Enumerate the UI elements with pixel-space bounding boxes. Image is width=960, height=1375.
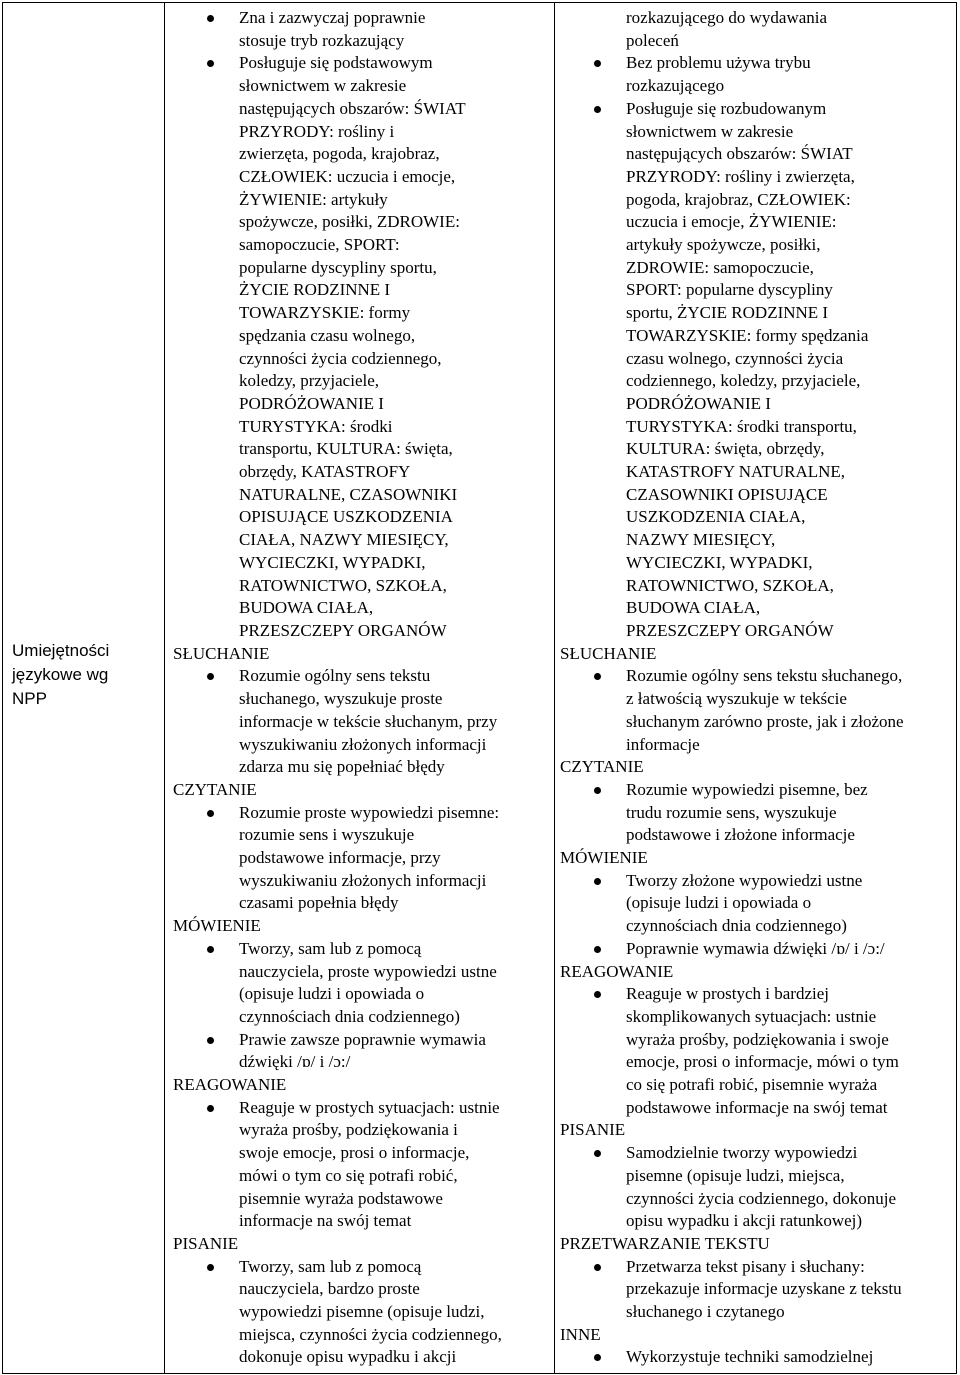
text-line: wyraża prośby, podziękowania i [239, 1120, 458, 1140]
text-line: słownictwem w zakresie [626, 121, 794, 141]
text-line: Zna i zazwyczaj poprawnie [239, 8, 426, 27]
text-line: przekazuje informacje uzyskane z tekstu [626, 1279, 902, 1299]
text-line: transportu, KULTURA: święta, [239, 439, 453, 459]
text-line: ZDROWIE: samopoczucie, [626, 257, 814, 277]
text-line: RATOWNICTWO, SZKOŁA, [239, 575, 447, 595]
bullet-list [173, 7, 553, 643]
text-line: nauczyciela, bardzo proste [239, 1279, 420, 1299]
bullet-list [173, 1097, 553, 1233]
bullet-item [173, 52, 553, 642]
text-line: PODRÓŻOWANIE I [626, 393, 771, 413]
text-line: Rozumie proste wypowiedzi pisemne: [239, 802, 500, 822]
bullet-list [560, 1256, 954, 1324]
row-label-line: Umiejętności [12, 641, 110, 660]
text-line: rozkazującego [626, 76, 725, 96]
text-line: (opisuje ludzi i opowiada o [626, 893, 812, 913]
section-heading: INNE [560, 1324, 601, 1344]
text-line: popularne dyscypliny sportu, [239, 257, 437, 277]
text-line: PODRÓŻOWANIE I [239, 393, 384, 413]
text-line: obrzędy, KATASTROFY [239, 462, 411, 482]
text-line: czasu wolnego, czynności życia [626, 348, 844, 368]
text-line: Wykorzystuje techniki samodzielnej [626, 1347, 874, 1367]
section-heading: REAGOWANIE [173, 1075, 287, 1095]
continued-text [560, 7, 954, 52]
text-line: spożywcze, posiłki, ZDROWIE: [239, 212, 460, 232]
text-line: wypowiedzi pisemne (opisuje ludzi, [239, 1302, 485, 1322]
bullet-item [560, 938, 954, 961]
section-heading: MÓWIENIE [173, 916, 261, 936]
bullet-item [560, 779, 954, 847]
text-line: Tworzy złożone wypowiedzi ustne [626, 870, 863, 890]
bullet-item [560, 1142, 954, 1233]
text-line: wyraża prośby, podziękowania i swoje [626, 1029, 889, 1049]
text-line: swoje emocje, prosi o informacje, [239, 1143, 470, 1163]
bullet-item [173, 802, 553, 916]
text-line: ŻYWIENIE: artykuły [239, 189, 388, 209]
bullet-list [560, 665, 954, 756]
text-line: RATOWNICTWO, SZKOŁA, [626, 575, 834, 595]
text-line: BUDOWA CIAŁA, [626, 598, 761, 618]
text-line: co się potrafi robić, pisemnie wyraża [626, 1075, 878, 1095]
text-line: czasami popełnia błędy [239, 893, 399, 913]
text-line: ŻYCIE RODZINNE I [239, 280, 391, 300]
bullet-item [560, 665, 954, 756]
text-line: samopoczucie, SPORT: [239, 235, 400, 255]
text-line: pisemnie wyraża podstawowe [239, 1188, 443, 1208]
bullet-item [173, 1097, 553, 1233]
section-heading: PISANIE [173, 1233, 239, 1253]
text-line: z łatwością wyszukuje w tekście [626, 689, 847, 709]
text-line: czynnościach dnia codziennego) [626, 916, 847, 936]
text-line: podstawowe informacje, przy [239, 848, 441, 868]
text-line: CZASOWNIKI OPISUJĄCE [626, 484, 828, 504]
text-line: wyszukiwaniu złożonych informacji [239, 870, 487, 890]
text-line: pogoda, krajobraz, CZŁOWIEK: [626, 189, 851, 209]
bullet-item [173, 938, 553, 1029]
text-line: sportu, ŻYCIE RODZINNE I [626, 303, 829, 323]
text-line: Rozumie wypowiedzi pisemne, bez [626, 779, 868, 799]
text-line: podstawowe informacje na swój temat [626, 1097, 888, 1117]
text-line: Posługuje się rozbudowanym [626, 98, 827, 118]
text-line: informacje [626, 734, 700, 754]
bullet-item [560, 983, 954, 1119]
text-line: Posługuje się podstawowym [239, 53, 433, 73]
grade-column-middle [173, 7, 553, 1369]
text-line: czynnościach dnia codziennego) [239, 1006, 460, 1026]
text-line: słuchanego i czytanego [626, 1302, 785, 1322]
text-line: informacje na swój temat [239, 1211, 412, 1231]
section-heading: SŁUCHANIE [173, 643, 270, 663]
text-line: wyszukiwaniu złożonych informacji [239, 734, 487, 754]
text-line: mówi o tym co się potrafi robić, [239, 1165, 458, 1185]
text-line: stosuje tryb rozkazujący [239, 30, 405, 50]
text-line: SPORT: popularne dyscypliny [626, 280, 833, 300]
text-line: podstawowe i złożone informacje [626, 825, 855, 845]
bullet-item [560, 98, 954, 643]
text-line: Rozumie ogólny sens tekstu słuchanego, [626, 666, 903, 686]
text-line: PRZYRODY: rośliny i [239, 121, 395, 141]
bullet-item [173, 1256, 553, 1370]
text-line: nauczyciela, proste wypowiedzi ustne [239, 961, 497, 981]
text-line: emocje, prosi o informacje, mówi o tym [626, 1052, 899, 1072]
text-line: skomplikowanych sytuacjach: ustnie [626, 1006, 877, 1026]
text-line: codziennego, koledzy, przyjaciele, [626, 371, 861, 391]
text-line: słuchanym zarówno proste, jak i złożone [626, 711, 904, 731]
text-line: miejsca, czynności życia codziennego, [239, 1324, 502, 1344]
text-line: NATURALNE, CZASOWNIKI [239, 484, 458, 504]
text-line: TURYSTYKA: środki [239, 416, 393, 436]
text-line: uczucia i emocje, ŻYWIENIE: [626, 212, 837, 232]
text-line: czynności życia codziennego, [239, 348, 442, 368]
text-line: TOWARZYSKIE: formy spędzania [626, 325, 869, 345]
bullet-item [560, 1256, 954, 1324]
text-line: artykuły spożywcze, posiłki, [626, 235, 821, 255]
text-line: KATASTROFY NATURALNE, [626, 462, 846, 482]
bullet-list [173, 665, 553, 779]
text-line: czynności życia codziennego, dokonuje [626, 1188, 897, 1208]
bullet-list [560, 1142, 954, 1233]
text-line: TOWARZYSKIE: formy [239, 303, 411, 323]
text-line: spędzania czasu wolnego, [239, 325, 416, 345]
text-line: rozumie sens i wyszukuje [239, 825, 415, 845]
text-line: Tworzy, sam lub z pomocą [239, 938, 422, 958]
text-line: NAZWY MIESIĘCY, [626, 530, 776, 550]
row-label [3, 639, 164, 711]
section-heading: PRZETWARZANIE TEKSTU [560, 1233, 770, 1253]
text-line: koledzy, przyjaciele, [239, 371, 380, 391]
competency-table [2, 2, 957, 1374]
text-line: zdarza mu się popełniać błędy [239, 757, 445, 777]
section-heading: PISANIE [560, 1120, 626, 1140]
text-line: Prawie zawsze poprawnie wymawia [239, 1029, 486, 1049]
text-line: zwierzęta, pogoda, krajobraz, [239, 144, 440, 164]
text-line: CIAŁA, NAZWY MIESIĘCY, [239, 530, 449, 550]
text-line: CZŁOWIEK: uczucia i emocje, [239, 166, 456, 186]
text-line: Samodzielnie tworzy wypowiedzi [626, 1143, 858, 1163]
bullet-list [173, 1256, 553, 1370]
text-line: PRZESZCZEPY ORGANÓW [239, 620, 447, 640]
text-line: dźwięki /ɒ/ i /ɔ:/ [239, 1052, 351, 1072]
text-line: następujących obszarów: ŚWIAT [626, 144, 853, 164]
text-line: informacje w tekście słuchanym, przy [239, 711, 498, 731]
text-line: słownictwem w zakresie [239, 76, 407, 96]
text-line: OPISUJĄCE USZKODZENIA [239, 507, 453, 527]
text-line: słuchanego, wyszukuje proste [239, 689, 443, 709]
bullet-item [173, 1029, 553, 1074]
text-line: opisu wypadku i akcji ratunkowej) [626, 1211, 863, 1231]
row-label-line: językowe wg [12, 665, 109, 684]
bullet-list [560, 983, 954, 1119]
text-line: KULTURA: święta, obrzędy, [626, 439, 825, 459]
bullet-list [560, 870, 954, 961]
bullet-list [560, 1346, 954, 1369]
bullet-item [173, 7, 553, 52]
text-line: PRZESZCZEPY ORGANÓW [626, 620, 834, 640]
bullet-item [560, 52, 954, 97]
bullet-list [560, 52, 954, 642]
text-line: USZKODZENIA CIAŁA, [626, 507, 806, 527]
text-line: następujących obszarów: ŚWIAT [239, 98, 466, 118]
column-divider [164, 3, 165, 1373]
text-line: WYCIECZKI, WYPADKI, [239, 552, 426, 572]
section-heading: CZYTANIE [173, 779, 257, 799]
bullet-list [560, 779, 954, 847]
section-heading: MÓWIENIE [560, 848, 648, 868]
bullet-item [173, 665, 553, 779]
bullet-item [560, 870, 954, 938]
column-divider [554, 3, 555, 1373]
row-label-line: NPP [12, 689, 47, 708]
text-line: dokonuje opisu wypadku i akcji [239, 1347, 457, 1367]
section-heading: REAGOWANIE [560, 961, 674, 981]
text-line: Reaguje w prostych sytuacjach: ustnie [239, 1097, 500, 1117]
text-line: Rozumie ogólny sens tekstu [239, 666, 431, 686]
section-heading: SŁUCHANIE [560, 643, 657, 663]
bullet-list [173, 938, 553, 1074]
bullet-list [173, 802, 553, 916]
text-line: Poprawnie wymawia dźwięki /ɒ/ i /ɔ:/ [626, 938, 885, 958]
text-line: poleceń [626, 30, 679, 50]
text-line: Przetwarza tekst pisany i słuchany: [626, 1256, 865, 1276]
text-line: Reaguje w prostych i bardziej [626, 984, 829, 1004]
text-line: TURYSTYKA: środki transportu, [626, 416, 857, 436]
text-line: PRZYRODY: rośliny i zwierzęta, [626, 166, 855, 186]
text-line: WYCIECZKI, WYPADKI, [626, 552, 813, 572]
text-line: pisemne (opisuje ludzi, miejsca, [626, 1165, 845, 1185]
section-heading: CZYTANIE [560, 757, 644, 777]
text-line: rozkazującego do wydawania [626, 8, 828, 27]
text-line: Tworzy, sam lub z pomocą [239, 1256, 422, 1276]
text-line: trudu rozumie sens, wyszukuje [626, 802, 837, 822]
text-line: BUDOWA CIAŁA, [239, 598, 374, 618]
grade-column-right [560, 7, 954, 1369]
bullet-item [560, 1346, 954, 1369]
text-line: Bez problemu używa trybu [626, 53, 811, 73]
text-line: (opisuje ludzi i opowiada o [239, 984, 425, 1004]
